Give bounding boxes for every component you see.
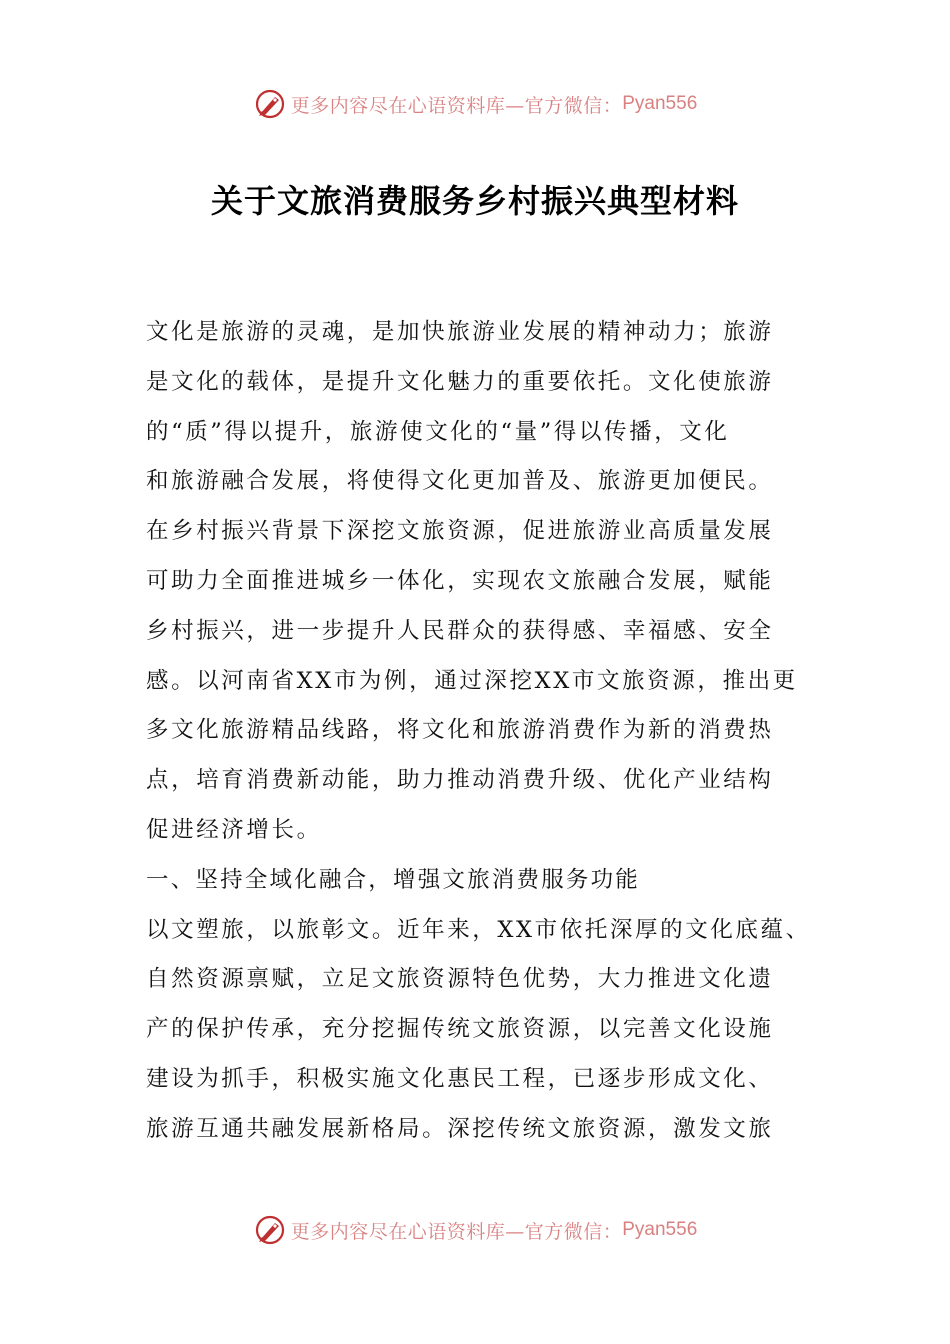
document-title: 关于文旅消费服务乡村振兴典型材料 — [210, 182, 739, 220]
body-line: 建设为抓手，积极实施文化惠民工程，已逐步形成文化、 — [146, 1065, 774, 1092]
pen-nib-circle-logo-icon — [253, 87, 287, 121]
body-line: 的“质”得以提升，旅游使文化的“量”得以传播，文化 — [146, 418, 730, 445]
body-line: 多文化旅游精品线路，将文化和旅游消费作为新的消费热 — [146, 717, 774, 744]
body-line: 感。以河南省XX市为例，通过深挖XX市文旅资源，推出更 — [146, 667, 798, 694]
pen-nib-circle-logo-icon — [253, 1213, 287, 1247]
body-line: 可助力全面推进城乡一体化，实现农文旅融合发展，赋能 — [146, 567, 774, 594]
body-line: 点，培育消费新动能，助力推动消费升级、优化产业结构 — [146, 767, 774, 794]
banner-text: 更多内容尽在心语资料库—官方微信： — [290, 1220, 623, 1243]
footer-banner — [0, 1210, 950, 1250]
section-heading: 一、坚持全域化融合，增强文旅消费服务功能 — [146, 866, 641, 893]
body-line: 促进经济增长。 — [146, 816, 322, 843]
body-line: 乡村振兴，进一步提升人民群众的获得感、幸福感、安全 — [146, 617, 774, 644]
document-body — [146, 308, 811, 1155]
banner-wechat-id: Pyan556 — [622, 93, 698, 114]
body-line: 以文塑旅，以旅彰文。近年来，XX市依托深厚的文化底蕴、 — [146, 916, 811, 943]
body-line: 在乡村振兴背景下深挖文旅资源，促进旅游业高质量发展 — [146, 518, 774, 545]
body-line: 产的保护传承，充分挖掘传统文旅资源，以完善文化设施 — [146, 1016, 774, 1043]
body-line: 是文化的载体，是提升文化魅力的重要依托。文化使旅游 — [146, 368, 774, 395]
body-line: 文化是旅游的灵魂，是加快旅游业发展的精神动力；旅游 — [146, 319, 774, 345]
header-banner — [0, 84, 950, 124]
body-line: 旅游互通共融发展新格局。深挖传统文旅资源，激发文旅 — [146, 1115, 774, 1142]
banner-text: 更多内容尽在心语资料库—官方微信： — [290, 94, 623, 117]
body-line: 和旅游融合发展，将使得文化更加普及、旅游更加便民。 — [146, 468, 774, 495]
body-line: 自然资源禀赋，立足文旅资源特色优势，大力推进文化遗 — [146, 966, 774, 993]
banner-wechat-id: Pyan556 — [622, 1219, 698, 1240]
